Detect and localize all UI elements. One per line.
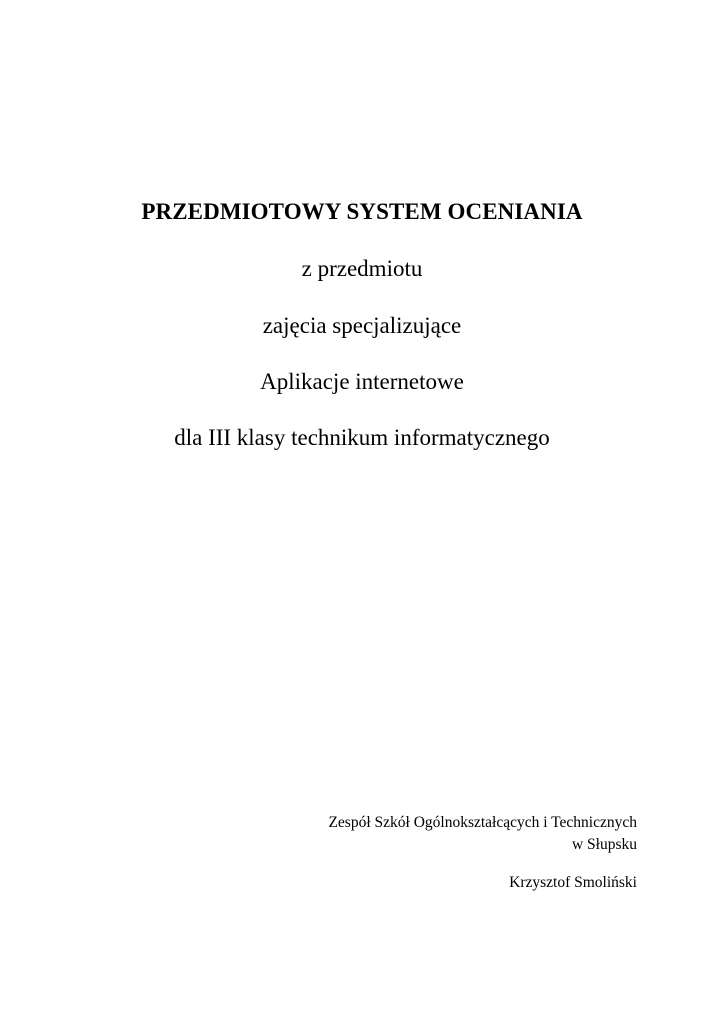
subject-name: zajęcia specjalizujące — [262, 313, 462, 338]
subject-prefix: z przedmiotu — [301, 256, 423, 281]
school-city: w Słupsku — [571, 836, 637, 853]
school-name: Zespół Szkół Ogólnokształcących i Technicznych — [328, 814, 637, 831]
class-info: dla III klasy technikum informatycznego — [174, 425, 550, 450]
course-name: Aplikacje internetowe — [260, 369, 464, 394]
author-name: Krzysztof Smoliński — [509, 874, 637, 891]
document-title: PRZEDMIOTOWY SYSTEM OCENIANIA — [141, 199, 583, 224]
school-block — [328, 812, 637, 856]
